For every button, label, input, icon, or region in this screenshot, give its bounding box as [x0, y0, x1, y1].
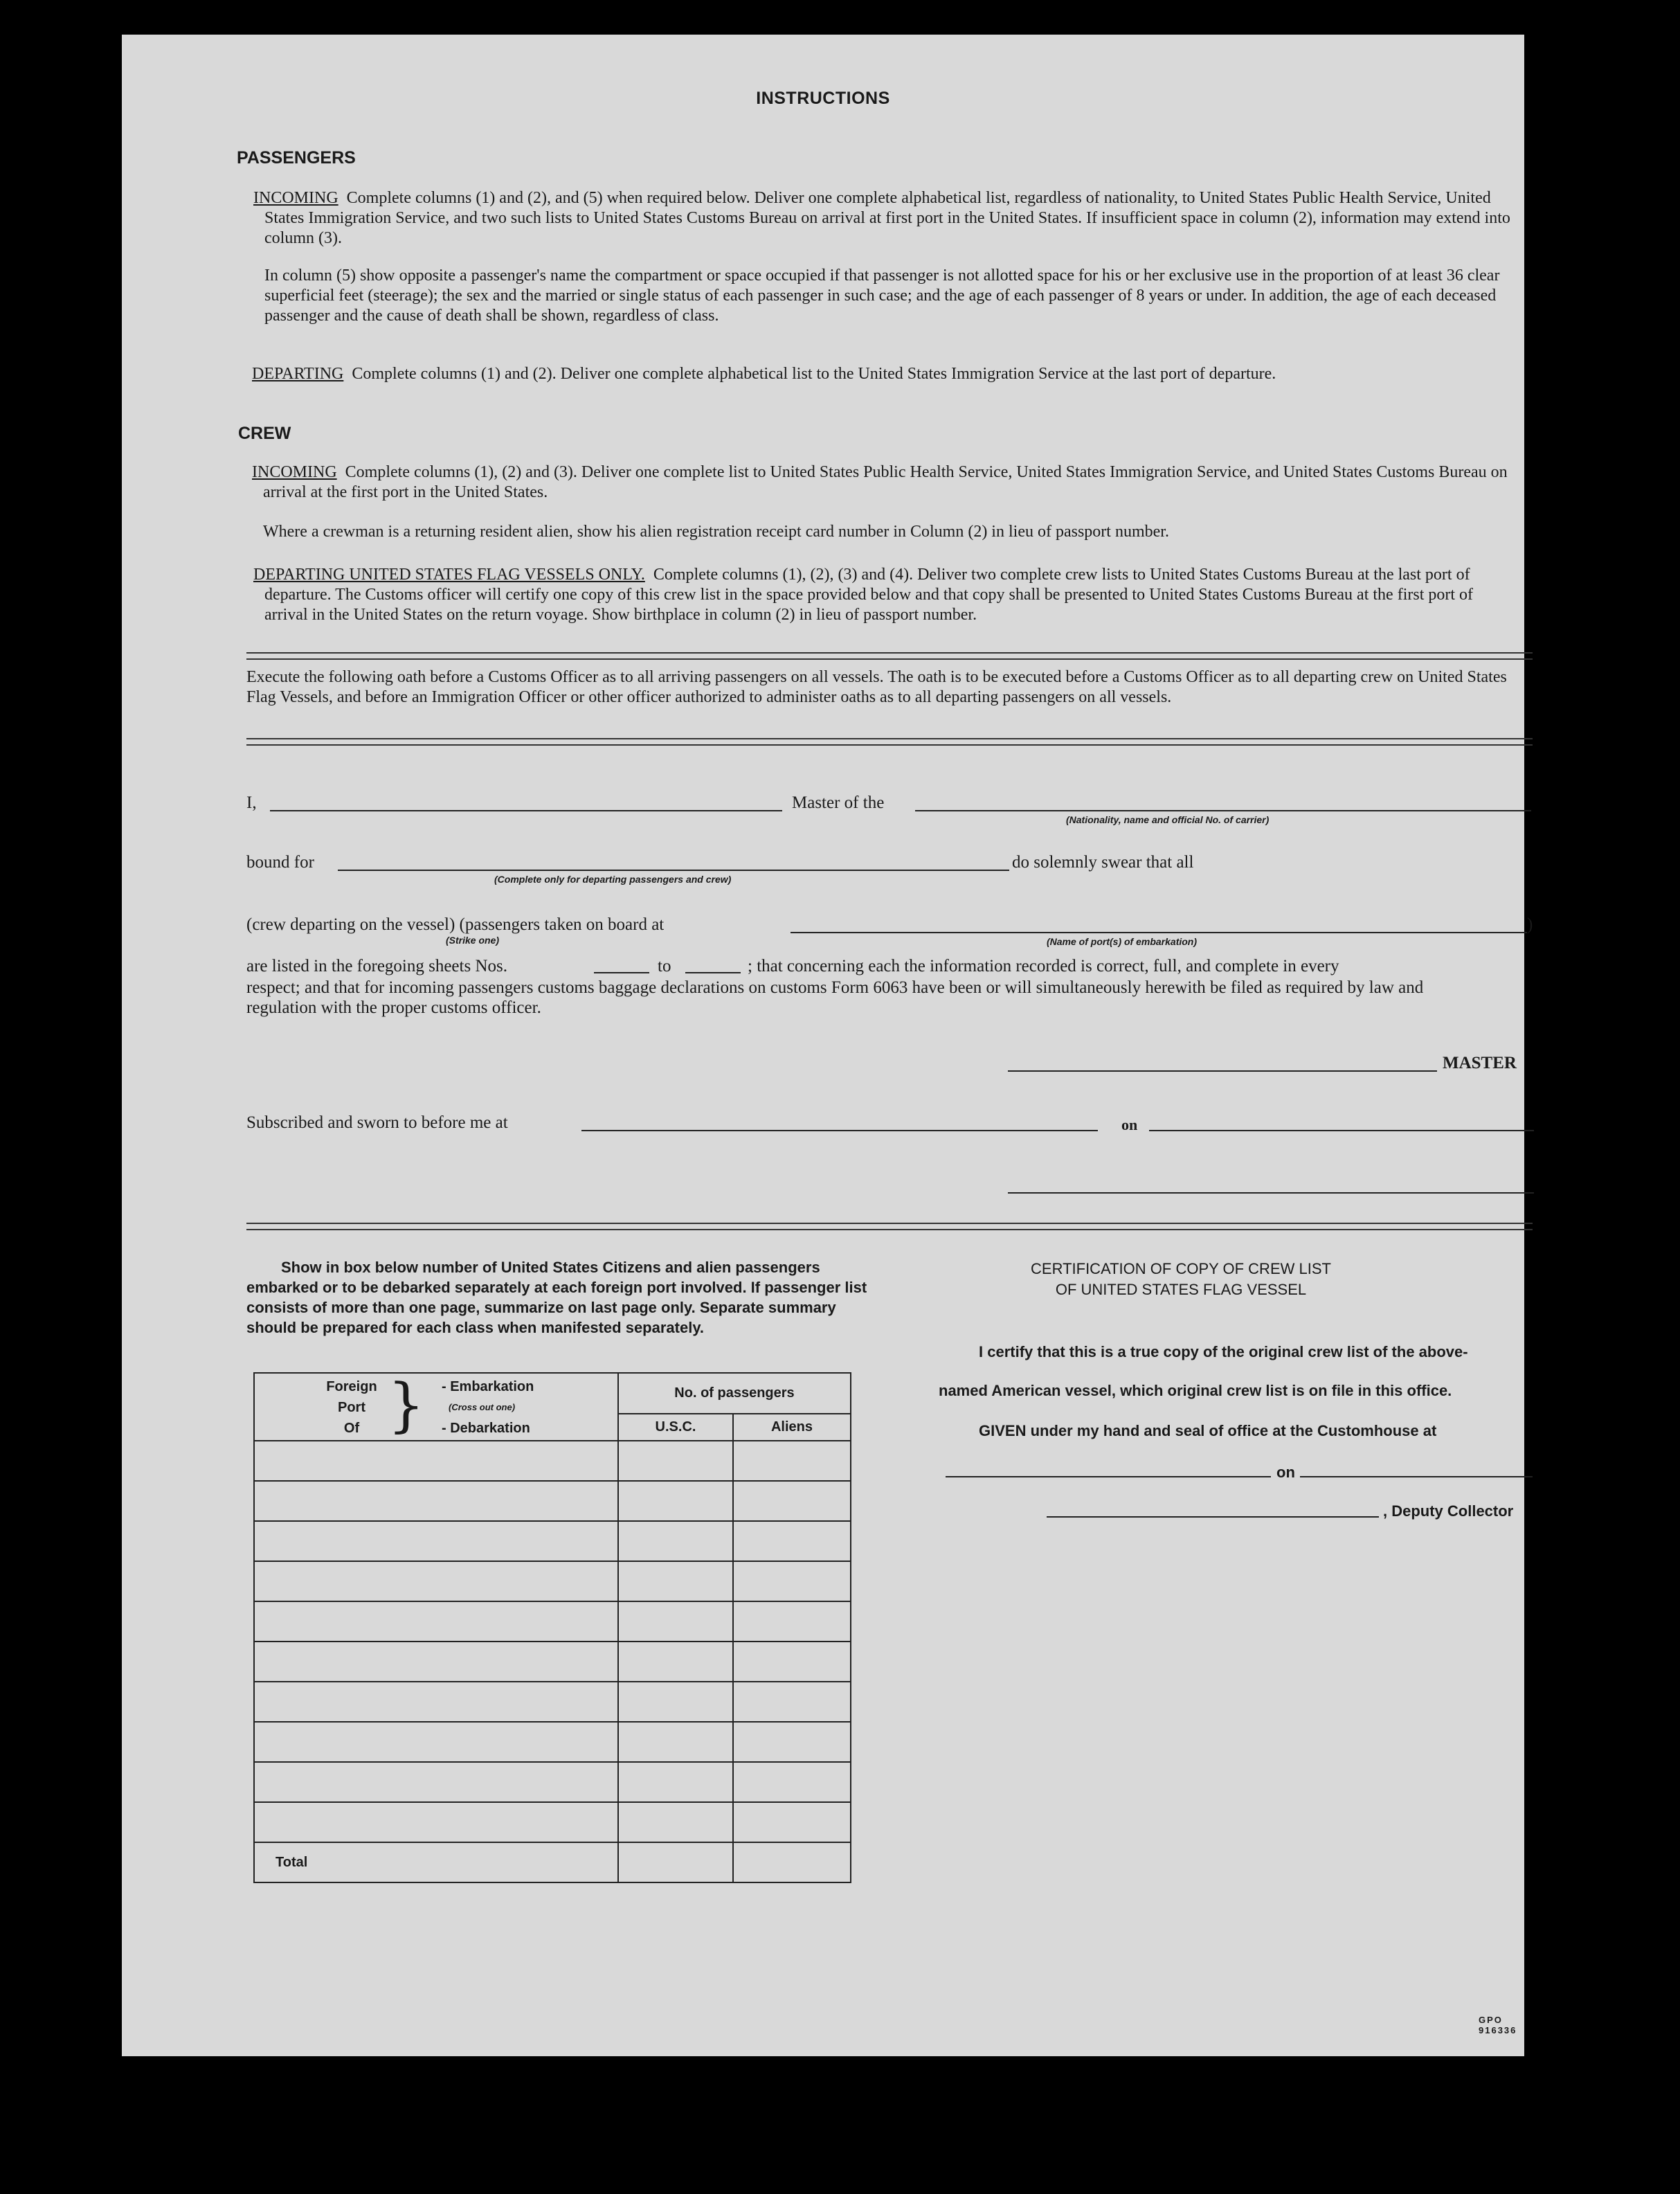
- oath-intro: Execute the following oath before a Customs Officer as to all arriving passengers on all vessels. The oath is to be executed before a Customs Officer as to all departing crew on United States Flag Vessels, and before an Immigration Officer or other officer authorized to administer oaths as to all departing passengers on all vessels.: [246, 668, 1507, 706]
- aliens-cell[interactable]: [733, 1561, 851, 1601]
- usc-cell[interactable]: [618, 1682, 733, 1722]
- crew-incoming-paragraph: [252, 462, 1509, 503]
- no-passengers-header: No. of passengers: [618, 1373, 851, 1414]
- officer-signature-field[interactable]: [1008, 1192, 1534, 1194]
- table-row: [254, 1601, 851, 1642]
- carrier-field[interactable]: [915, 810, 1531, 811]
- usc-header: U.S.C.: [618, 1414, 733, 1441]
- port-cell[interactable]: [254, 1722, 618, 1762]
- of-label: Of: [343, 1421, 360, 1436]
- listed-label: are listed in the foregoing sheets Nos.: [246, 957, 507, 975]
- aliens-cell[interactable]: [733, 1762, 851, 1802]
- aliens-cell[interactable]: [733, 1601, 851, 1642]
- certification-on-label: on: [1276, 1464, 1295, 1481]
- passengers-incoming-paragraph: [253, 188, 1510, 249]
- embarkation-label: - Embarkation: [442, 1379, 534, 1394]
- passengers-incoming-text: Complete columns (1) and (2), and (5) when required below. Deliver one complete alphabetical list, regardless of nationality, to United States Public Health Service, United States Immigration Service, and two such lists to United States Customs Bureau on arrival at first port in the United States. If insufficient space in column (2), information may extend into column (3).: [264, 189, 1510, 247]
- certification-title-line2: OF UNITED STATES FLAG VESSEL: [1055, 1281, 1307, 1298]
- summary-instructions: Show in box below number of United States Citizens and alien passengers embarked or to be debarked separately at each foreign port involved. If passenger list consists of more than one page, summarize on last page only. Separate summary should be prepared for each class when manifested separately.: [246, 1259, 867, 1336]
- gpo-code: GPO 916336: [1479, 2015, 1517, 2035]
- strike-one-note: (Strike one): [446, 935, 500, 946]
- form-page: [122, 35, 1533, 2056]
- port-embarkation-field[interactable]: [791, 932, 1527, 933]
- port-header-cell: [254, 1373, 618, 1441]
- total-aliens-cell[interactable]: [733, 1842, 851, 1882]
- bound-for-field[interactable]: [338, 870, 1009, 871]
- aliens-cell[interactable]: [733, 1481, 851, 1521]
- oath-i-label: I,: [246, 793, 257, 812]
- crew-incoming-text: Complete columns (1), (2) and (3). Deliver one complete list to United States Public Health Service, United States Immigration Service, and United States Customs Bureau on arrival at the first port in the United States.: [263, 463, 1508, 501]
- port-cell[interactable]: [254, 1802, 618, 1842]
- master-signature-field[interactable]: [1008, 1070, 1437, 1072]
- crew-departing-label: DEPARTING UNITED STATES FLAG VESSELS ONLY.: [253, 566, 645, 584]
- total-row: [254, 1842, 851, 1882]
- crew-departing-paragraph: [253, 565, 1510, 625]
- customhouse-field[interactable]: [946, 1476, 1271, 1477]
- deputy-collector-label: , Deputy Collector: [1383, 1502, 1514, 1520]
- port-cell[interactable]: [254, 1521, 618, 1561]
- table-row: [254, 1481, 851, 1521]
- port-note: (Name of port(s) of embarkation): [1047, 936, 1198, 947]
- crew-alien-paragraph: Where a crewman is a returning resident alien, show his alien registration receipt card number in Column (2) in lieu of passport number.: [263, 523, 1169, 541]
- passengers-departing-paragraph: [252, 364, 1509, 384]
- usc-cell[interactable]: [618, 1441, 733, 1481]
- carrier-note: (Nationality, name and official No. of carrier): [1066, 814, 1270, 825]
- table-row: [254, 1441, 851, 1481]
- usc-cell[interactable]: [618, 1762, 733, 1802]
- total-usc-cell[interactable]: [618, 1842, 733, 1882]
- close-paren: ): [1527, 915, 1533, 934]
- certification-date-field[interactable]: [1300, 1476, 1533, 1477]
- passengers-heading: PASSENGERS: [237, 148, 356, 168]
- table-row: [254, 1642, 851, 1682]
- certification-line1: I certify that this is a true copy of the original crew list of the above-: [979, 1343, 1468, 1360]
- listed-rest: respect; and that for incoming passengers customs baggage declarations on customs Form 6063 have been or will simultaneously herewith be filed as required by law and regulation with the proper customs officer.: [246, 978, 1424, 1017]
- table-row: [254, 1682, 851, 1722]
- master-name-field[interactable]: [270, 810, 782, 811]
- bound-for-label: bound for: [246, 853, 314, 872]
- subscribed-on-label: on: [1121, 1116, 1138, 1133]
- usc-cell[interactable]: [618, 1601, 733, 1642]
- master-of-label: Master of the: [792, 793, 885, 812]
- section-divider: [246, 652, 1533, 660]
- deputy-signature-field[interactable]: [1047, 1516, 1379, 1518]
- total-label: Total: [254, 1842, 618, 1882]
- aliens-cell[interactable]: [733, 1722, 851, 1762]
- aliens-cell[interactable]: [733, 1802, 851, 1842]
- crew-departing-text: Complete columns (1), (2), (3) and (4). Deliver two complete crew lists to United States Customs Bureau at the last port of departure. The Customs officer will certify one copy of this crew list in the space provided below and that copy shall be presented to United States Customs Bureau at the first port of arrival in the United States on the return voyage. Show birthplace in column (2) in lieu of passport number.: [264, 566, 1474, 624]
- certification-title-line1: CERTIFICATION OF COPY OF CREW LIST: [1031, 1260, 1331, 1277]
- sheet-to-field[interactable]: [685, 972, 741, 973]
- port-label: Port: [338, 1400, 365, 1415]
- port-cell[interactable]: [254, 1601, 618, 1642]
- port-cell[interactable]: [254, 1762, 618, 1802]
- passengers-incoming-label: INCOMING: [253, 189, 338, 207]
- listed-b-label: ; that concerning each the information recorded is correct, full, and complete in every: [748, 957, 1339, 975]
- table-row: [254, 1561, 851, 1601]
- sheet-from-field[interactable]: [594, 972, 649, 973]
- usc-cell[interactable]: [618, 1521, 733, 1561]
- swear-label: do solemnly swear that all: [1012, 853, 1194, 872]
- section-divider: [246, 1223, 1533, 1230]
- certification-title: [939, 1259, 1423, 1300]
- aliens-cell[interactable]: [733, 1521, 851, 1561]
- passengers-departing-text: Complete columns (1) and (2). Deliver one complete alphabetical list to the United States Immigration Service at the last port of departure.: [352, 365, 1276, 383]
- aliens-cell[interactable]: [733, 1682, 851, 1722]
- passenger-summary-table: [253, 1372, 851, 1883]
- port-cell[interactable]: [254, 1481, 618, 1521]
- port-cell[interactable]: [254, 1682, 618, 1722]
- passengers-departing-label: DEPARTING: [252, 365, 344, 383]
- crew-heading: CREW: [238, 424, 291, 443]
- bound-for-note: (Complete only for departing passengers and crew): [494, 874, 732, 885]
- usc-cell[interactable]: [618, 1561, 733, 1601]
- aliens-cell[interactable]: [733, 1642, 851, 1682]
- cross-out-label: (Cross out one): [449, 1402, 516, 1412]
- usc-cell[interactable]: [618, 1802, 733, 1842]
- usc-cell[interactable]: [618, 1722, 733, 1762]
- subscribed-place-field[interactable]: [581, 1130, 1098, 1131]
- table-row: [254, 1722, 851, 1762]
- certification-line3: GIVEN under my hand and seal of office at the Customhouse at: [979, 1422, 1437, 1439]
- port-cell[interactable]: [254, 1642, 618, 1682]
- subscribed-date-field[interactable]: [1149, 1130, 1534, 1131]
- debarkation-label: - Debarkation: [442, 1421, 530, 1436]
- brace-icon: }: [388, 1371, 425, 1439]
- crew-departing-label: (crew departing on the vessel) (passengers taken on board at: [246, 915, 665, 934]
- crew-incoming-label: INCOMING: [252, 463, 337, 481]
- subscribed-label: Subscribed and sworn to before me at: [246, 1113, 508, 1132]
- table-row: [254, 1762, 851, 1802]
- table-row: [254, 1521, 851, 1561]
- aliens-header: Aliens: [733, 1414, 851, 1441]
- usc-cell[interactable]: [618, 1481, 733, 1521]
- listed-to-label: to: [658, 957, 671, 975]
- master-label: MASTER: [1443, 1054, 1517, 1072]
- passengers-column5-paragraph: In column (5) show opposite a passenger's name the compartment or space occupied if that passenger is not allotted space for his or her exclusive use in the proportion of at least 36 clear superficial feet (steerage); the sex and the married or single status of each passenger in such case; and the age of each passenger of 8 years or under. In addition, the age of each deceased passenger and the cause of death shall be shown, regardless of class.: [264, 267, 1500, 325]
- port-cell[interactable]: [254, 1441, 618, 1481]
- section-divider: [246, 738, 1533, 746]
- usc-cell[interactable]: [618, 1642, 733, 1682]
- port-cell[interactable]: [254, 1561, 618, 1601]
- certification-line2: named American vessel, which original crew list is on file in this office.: [939, 1382, 1452, 1399]
- aliens-cell[interactable]: [733, 1441, 851, 1481]
- table-row: [254, 1802, 851, 1842]
- foreign-label: Foreign: [326, 1379, 377, 1394]
- page-title: INSTRUCTIONS: [756, 89, 890, 108]
